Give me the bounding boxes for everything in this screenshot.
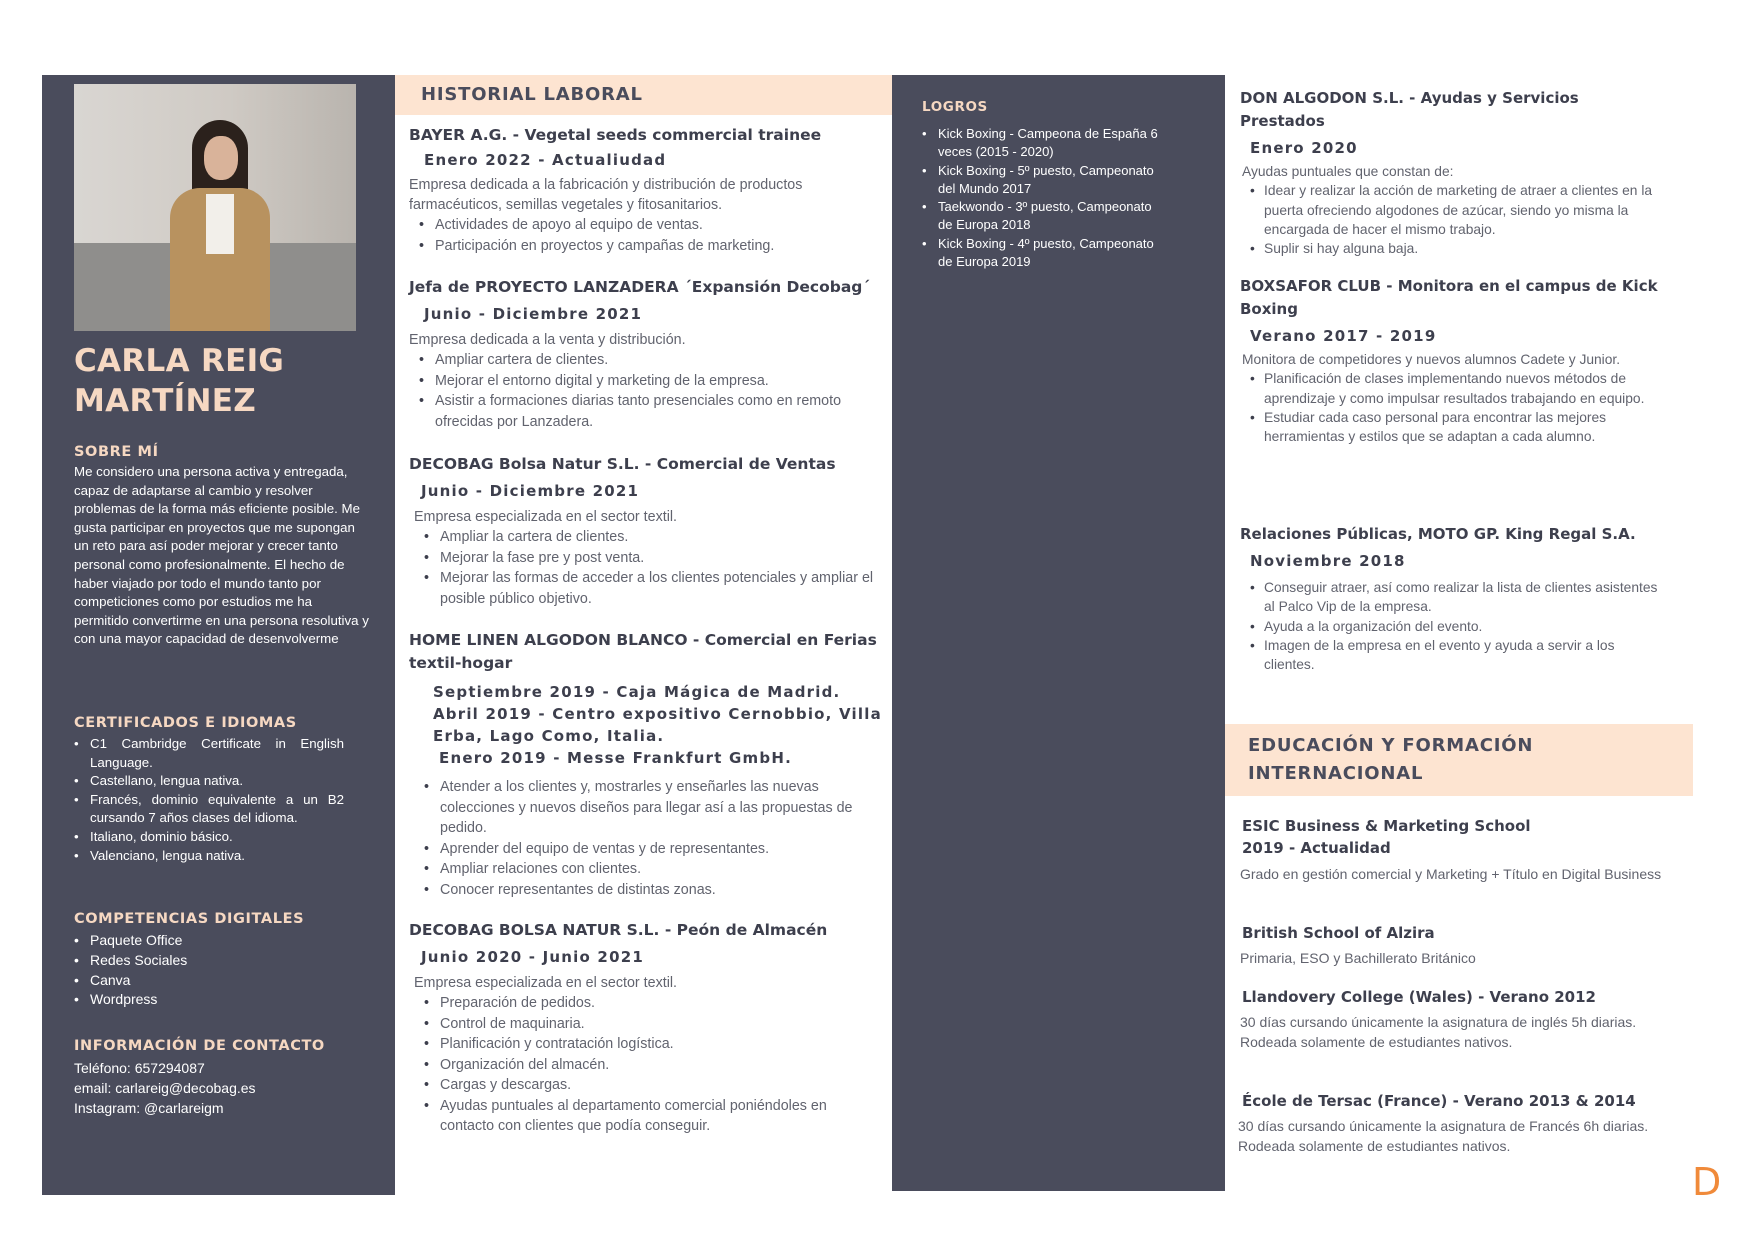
job-description: Monitora de competidores y nuevos alumnos Cadete y Junior. bbox=[1242, 352, 1621, 367]
profile-sidebar bbox=[42, 75, 395, 1195]
list-item: • Ayuda a la organización del evento. bbox=[1240, 617, 1660, 636]
email-text: email: carlareig@decobag.es bbox=[74, 1079, 256, 1096]
list-item: • Ampliar la cartera de clientes. bbox=[414, 527, 884, 548]
list-item: • Idear y realizar la acción de marketing de atraer a clientes en la puerta ofreciendo algodones de azúcar, siendo yo misma la encargada de hacer el mismo trabajo. bbox=[1240, 181, 1660, 239]
list-item: • Kick Boxing - Campeona de España 6 veces (2015 - 2020) bbox=[922, 125, 1162, 162]
job-date: Verano 2017 - 2019 bbox=[1250, 327, 1437, 345]
education-title: Llandovery College (Wales) - Verano 2012 bbox=[1242, 988, 1596, 1006]
list-item: • Atender a los clientes y, mostrarles y enseñarles las nuevas colecciones y nuevos diseños para llegar así a las propuestas de pedido. bbox=[414, 777, 884, 839]
job-title: HOME LINEN ALGODON BLANCO - Comercial en Ferias textil-hogar bbox=[409, 631, 877, 672]
job-entry bbox=[1240, 275, 1660, 446]
contact-heading: INFORMACIÓN DE CONTACTO bbox=[74, 1038, 325, 1054]
job-title: DECOBAG Bolsa Natur S.L. - Comercial de Ventas bbox=[409, 455, 836, 473]
list-item: • Conocer representantes de distintas zonas. bbox=[414, 880, 884, 901]
list-item: • Planificación y contratación logística. bbox=[414, 1034, 884, 1055]
achievements-heading: LOGROS bbox=[922, 99, 988, 115]
list-item: • Taekwondo - 3º puesto, Campeonato de Europa 2018 bbox=[922, 198, 1162, 235]
job-date: Septiembre 2019 - Caja Mágica de Madrid. bbox=[433, 683, 841, 701]
certs-list bbox=[74, 735, 344, 865]
job-entry bbox=[409, 629, 884, 900]
job-description: Empresa dedicada a la venta y distribución. bbox=[409, 332, 686, 348]
job-date: Enero 2020 bbox=[1250, 139, 1358, 157]
job-title: DECOBAG BOLSA NATUR S.L. - Peón de Almacén bbox=[409, 921, 828, 939]
about-heading: SOBRE MÍ bbox=[74, 444, 159, 460]
job-date: Enero 2022 - Actualiudad bbox=[424, 151, 667, 169]
job-title: Relaciones Públicas, MOTO GP. King Regal S.A. bbox=[1240, 525, 1636, 543]
list-item: • Wordpress bbox=[74, 990, 344, 1010]
job-description: Empresa especializada en el sector textil. bbox=[414, 509, 678, 525]
job-entry bbox=[1240, 523, 1660, 674]
job-date: Enero 2019 - Messe Frankfurt GmbH. bbox=[439, 749, 792, 767]
job-title: BOXSAFOR CLUB - Monitora en el campus de Kick Boxing bbox=[1240, 277, 1658, 318]
list-item: • Control de maquinaria. bbox=[414, 1014, 884, 1035]
education-entry bbox=[1240, 986, 1670, 1052]
profile-photo bbox=[74, 84, 356, 331]
list-item: • Estudiar cada caso personal para encontrar las mejores herramientas y estilos que se adaptan a cada alumno. bbox=[1240, 408, 1660, 447]
education-years: 2019 - Actualidad bbox=[1242, 839, 1391, 857]
list-item: • Cargas y descargas. bbox=[414, 1075, 884, 1096]
education-text: Grado en gestión comercial y Marketing + Título en Digital Business bbox=[1240, 866, 1662, 882]
certs-heading: CERTIFICADOS E IDIOMAS bbox=[74, 715, 297, 731]
history-header bbox=[395, 75, 892, 115]
job-entry bbox=[409, 276, 884, 432]
job-description: Empresa especializada en el sector textil. bbox=[414, 975, 678, 991]
education-entry bbox=[1240, 815, 1670, 885]
list-item: • C1 Cambridge Certificate in English Language. bbox=[74, 735, 344, 772]
list-item: • Ampliar cartera de clientes. bbox=[409, 350, 884, 371]
digital-heading: COMPETENCIAS DIGITALES bbox=[74, 911, 305, 927]
list-item: • Canva bbox=[74, 971, 344, 991]
job-date: Junio 2020 - Junio 2021 bbox=[421, 948, 644, 966]
job-date: Junio - Diciembre 2021 bbox=[421, 482, 640, 500]
list-item: • Aprender del equipo de ventas y de representantes. bbox=[414, 839, 884, 860]
job-title: DON ALGODON S.L. - Ayudas y Servicios Prestados bbox=[1240, 89, 1579, 130]
education-text: 30 días cursando únicamente la asignatura de Francés 6h diarias. bbox=[1238, 1118, 1649, 1134]
education-text: Rodeada solamente de estudiantes nativos. bbox=[1238, 1137, 1511, 1154]
job-entry bbox=[1240, 87, 1660, 258]
education-text: Primaria, ESO y Bachillerato Británico bbox=[1240, 950, 1476, 966]
about-text: Me considero una persona activa y entregada, capaz de adaptarse al cambio y resolver problemas de la forma más eficiente posible. Me gusta participar en proyectos que me supongan un reto para así poder mejorar y crecer tanto personal como profesionalmente. El hecho de haber viajado por todo el mundo tanto por competiciones como por estudios me ha permitido convertirme en una persona resolutiva y con una mayor capacidad de desenvolverme bbox=[74, 464, 369, 647]
list-item: • Redes Sociales bbox=[74, 951, 344, 971]
list-item: • Castellano, lengua nativa. bbox=[74, 772, 344, 791]
list-item: • Francés, dominio equivalente a un B2 cursando 7 años clases del idioma. bbox=[74, 791, 344, 828]
list-item: • Mejorar la fase pre y post venta. bbox=[414, 548, 884, 569]
instagram-text: Instagram: @carlareigm bbox=[74, 1099, 224, 1116]
digital-list bbox=[74, 931, 344, 1010]
education-header bbox=[1225, 724, 1693, 796]
list-item: • Mejorar el entorno digital y marketing de la empresa. bbox=[409, 371, 884, 392]
job-entry bbox=[409, 124, 884, 256]
list-item: • Asistir a formaciones diarias tanto presenciales como en remoto ofrecidas por Lanzadera. bbox=[409, 391, 884, 432]
list-item: • Preparación de pedidos. bbox=[414, 993, 884, 1014]
education-text: 30 días cursando únicamente la asignatura de inglés 5h diarias. bbox=[1240, 1014, 1637, 1030]
phone-text: Teléfono: 657294087 bbox=[74, 1060, 205, 1076]
list-item: • Organización del almacén. bbox=[414, 1055, 884, 1076]
list-item: • Kick Boxing - 5º puesto, Campeonato del Mundo 2017 bbox=[922, 162, 1162, 199]
history-heading: HISTORIAL LABORAL bbox=[421, 84, 643, 105]
brand-logo: D bbox=[1692, 1160, 1722, 1204]
job-description: Empresa dedicada a la fabricación y distribución de productos farmacéuticos, semillas vegetales y fitosanitarios. bbox=[409, 177, 803, 213]
job-description: Ayudas puntuales que constan de: bbox=[1242, 164, 1454, 179]
list-item: • Conseguir atraer, así como realizar la lista de clientes asistentes al Palco Vip de la empresa. bbox=[1240, 578, 1660, 617]
education-text: Rodeada solamente de estudiantes nativos. bbox=[1240, 1033, 1513, 1050]
list-item: • Paquete Office bbox=[74, 931, 344, 951]
education-heading: EDUCACIÓN Y FORMACIÓN INTERNACIONAL bbox=[1248, 735, 1534, 784]
job-date: Noviembre 2018 bbox=[1250, 552, 1406, 570]
job-date: Junio - Diciembre 2021 bbox=[424, 305, 643, 323]
education-title: ESIC Business & Marketing School bbox=[1242, 817, 1531, 835]
list-item: • Actividades de apoyo al equipo de ventas. bbox=[409, 215, 884, 236]
education-entry bbox=[1238, 1090, 1670, 1156]
profile-name: CARLA REIG MARTÍNEZ bbox=[74, 343, 285, 419]
job-entry bbox=[409, 919, 884, 1137]
list-item: • Imagen de la empresa en el evento y ayuda a servir a los clientes. bbox=[1240, 636, 1660, 675]
job-date: Abril 2019 - Centro expositivo Cernobbio, Villa Erba, Lago Como, Italia. bbox=[433, 705, 882, 745]
list-item: • Mejorar las formas de acceder a los clientes potenciales y ampliar el posible público objetivo. bbox=[414, 568, 884, 609]
contact-info bbox=[74, 1059, 369, 1118]
list-item: • Valenciano, lengua nativa. bbox=[74, 847, 344, 866]
list-item: • Suplir si hay alguna baja. bbox=[1240, 239, 1660, 258]
list-item: • Ayudas puntuales al departamento comercial poniéndoles en contacto con clientes que podía conseguir. bbox=[414, 1096, 884, 1137]
list-item: • Ampliar relaciones con clientes. bbox=[414, 859, 884, 880]
list-item: • Kick Boxing - 4º puesto, Campeonato de Europa 2019 bbox=[922, 235, 1162, 272]
list-item: • Participación en proyectos y campañas de marketing. bbox=[409, 236, 884, 257]
achievements-list bbox=[922, 125, 1162, 271]
education-title: École de Tersac (France) - Verano 2013 & 2014 bbox=[1242, 1092, 1636, 1110]
job-title: BAYER A.G. - Vegetal seeds commercial trainee bbox=[409, 126, 822, 144]
job-entry bbox=[409, 453, 884, 609]
achievements-panel bbox=[892, 75, 1225, 1191]
education-entry bbox=[1240, 922, 1670, 969]
list-item: • Planificación de clases implementando nuevos métodos de aprendizaje y como impulsar resultados trabajando en equipo. bbox=[1240, 369, 1660, 408]
education-title: British School of Alzira bbox=[1242, 924, 1435, 942]
job-title: Jefa de PROYECTO LANZADERA ´Expansión Decobag´ bbox=[409, 278, 871, 296]
list-item: • Italiano, dominio básico. bbox=[74, 828, 344, 847]
